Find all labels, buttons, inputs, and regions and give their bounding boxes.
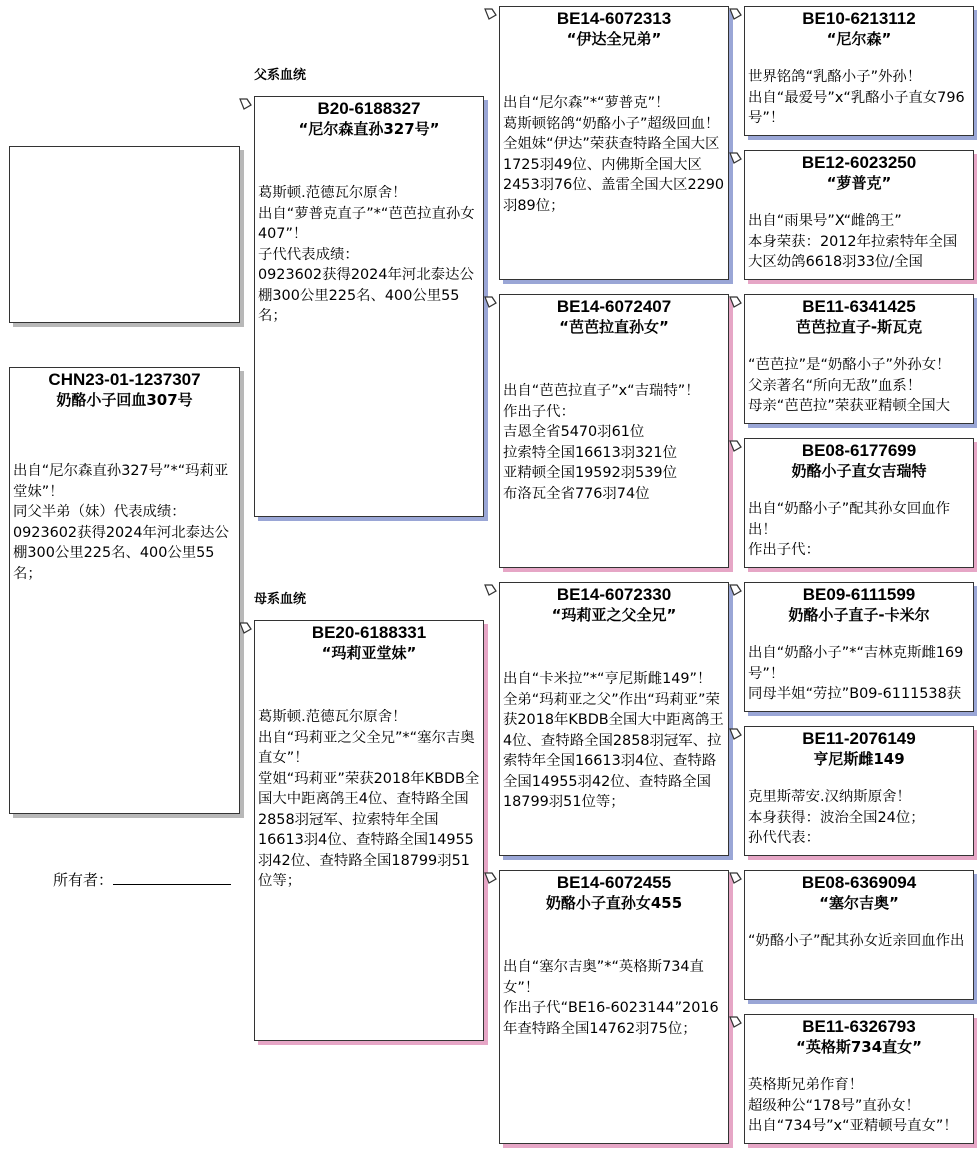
pigeon-name: 芭芭拉直子-斯瓦克 (795, 318, 923, 336)
pigeon-name: “玛莉亚堂妹” (321, 644, 417, 662)
edit-icon[interactable] (728, 870, 743, 885)
sire-sire-card (499, 6, 729, 280)
ddd-card (744, 1014, 974, 1144)
edit-icon[interactable] (483, 870, 498, 885)
edit-icon[interactable] (483, 294, 498, 309)
ring-id: BE11-2076149 (802, 729, 916, 748)
edit-icon[interactable] (728, 726, 743, 741)
pigeon-notes: 英格斯兄弟作育！ 超级种公“178号”直孙女！ 出自“734号”x“亚精顿号直女”！ (748, 1077, 958, 1134)
pigeon-notes: 出自“塞尔吉奥”*“英格斯734直女”！ 作出子代“BE16-6023144”2016年查特路全国14762羽75位； (503, 959, 719, 1037)
ring-id: CHN23-01-1237307 (48, 370, 201, 389)
pigeon-notes: 克里斯蒂安.汉纳斯原舍！ 本身获得：波治全国24位； 孙代代表： (748, 789, 925, 846)
pigeon-notes: “奶酪小子”配其孙女近亲回血作出 (748, 933, 965, 949)
sire-dam-card (499, 294, 729, 568)
pigeon-notes: 出自“奶酪小子”配其孙女回血作出！ 作出子代： (748, 501, 950, 558)
edit-icon[interactable] (238, 96, 253, 111)
pigeon-notes: 出自“奶酪小子”*“吉林克斯雌169号”！ 同母半姐“劳拉”B09-6111538获 (748, 645, 964, 702)
edit-icon[interactable] (728, 438, 743, 453)
pigeon-notes: 出自“雨果号”X“雌鸽王” 本身荣获：2012年拉索特年全国大区幼鸽6618羽33位/全国 (748, 213, 958, 270)
owner-field (53, 869, 231, 890)
pigeon-name: “伊达全兄弟” (566, 30, 662, 48)
pigeon-name: “萝普克” (826, 174, 892, 192)
ring-id: BE14-6072455 (556, 873, 672, 892)
pigeon-name: “英格斯734直女” (795, 1038, 923, 1056)
dam-sire-card (499, 582, 729, 856)
pigeon-name: 亨尼斯雌149 (813, 750, 905, 768)
ring-id: BE12-6023250 (801, 153, 917, 172)
pigeon-notes: 出自“卡米拉”*“亨尼斯雌149”！ 全弟“玛莉亚之父”作出“玛莉亚”荣获2018年KBDB全国大中距离鸽王4位、查特路全国2858羽冠军、拉索特年全国16613羽4位、查特路全国14955羽42位、查特路全国18799羽51位等； (503, 671, 724, 810)
pigeon-name: 奶酪小子回血307号 (56, 391, 193, 409)
ring-id: BE20-6188331 (311, 623, 427, 642)
sire-line-label: 父系血统 (254, 68, 307, 83)
dam-card (254, 620, 484, 1041)
pigeon-name: “芭芭拉直孙女” (559, 318, 669, 336)
subject-card (9, 367, 240, 814)
ring-id: BE14-6072313 (556, 9, 672, 28)
ring-id: BE14-6072407 (556, 297, 672, 316)
owner-label: 所有者： (53, 871, 114, 889)
edit-icon[interactable] (728, 150, 743, 165)
sss-card (744, 6, 974, 136)
sire-card (254, 96, 484, 517)
edit-icon[interactable] (728, 1014, 743, 1029)
edit-icon[interactable] (728, 294, 743, 309)
pigeon-notes: 出自“尼尔森”*“萝普克”！ 葛斯顿铭鸽“奶酪小子”超级回血！ 全姐妹“伊达”荣获查特路全国大区1725羽49位、内佛斯全国大区2453羽76位、盖雷全国大区2290羽89位； (503, 95, 725, 214)
pigeon-name: 奶酪小子直孙女455 (545, 894, 683, 912)
ring-id: BE08-6369094 (801, 873, 917, 892)
pigeon-name: 奶酪小子直女吉瑞特 (791, 462, 927, 480)
pigeon-name: “尼尔森直孙327号” (298, 120, 440, 138)
ring-id: BE10-6213112 (802, 9, 916, 28)
pigeon-notes: 出自“尼尔森直孙327号”*“玛莉亚堂妹”！ 同父半弟（妹）代表成绩： 0923602获得2024年河北泰达公棚300公里225名、400公里55名； (13, 463, 229, 582)
sds-card (744, 294, 974, 424)
owner-blank-line[interactable] (113, 870, 231, 885)
ssd-card (744, 150, 974, 280)
dam-dam-card (499, 870, 729, 1144)
pigeon-notes: 世界铭鸽“乳酪小子”外孙！ 出自“最爱号”x“乳酪小子直女796号”！ (748, 69, 965, 126)
pigeon-name: “塞尔吉奥” (819, 894, 899, 912)
ring-id: BE11-6341425 (802, 297, 916, 316)
pigeon-name: “玛莉亚之父全兄” (551, 606, 677, 624)
photo-box (9, 146, 240, 323)
ring-id: BE14-6072330 (556, 585, 672, 604)
dsd-card (744, 726, 974, 856)
ring-id: B20-6188327 (317, 99, 421, 118)
pigeon-name: “尼尔森” (826, 30, 892, 48)
dss-card (744, 582, 974, 712)
dam-line-label: 母系血统 (254, 592, 307, 607)
dds-card (744, 870, 974, 1000)
ring-id: BE09-6111599 (802, 585, 916, 604)
pigeon-notes: 葛斯顿.范德瓦尔原舍！ 出自“玛莉亚之父全兄”*“塞尔吉奥直女”！ 堂姐“玛莉亚”荣获2018年KBDB全国大中距离鸽王4位、查特路全国2858羽冠军、拉索特年全国16613羽4位、查特路全国14955羽42位、查特路全国18799羽51位等； (258, 709, 480, 889)
pigeon-name: 奶酪小子直子-卡米尔 (788, 606, 930, 624)
edit-icon[interactable] (238, 620, 253, 635)
edit-icon[interactable] (728, 6, 743, 21)
ring-id: BE11-6326793 (802, 1017, 916, 1036)
pigeon-notes: 葛斯顿.范德瓦尔原舍！ 出自“萝普克直子”*“芭芭拉直孙女407”！ 子代代表成绩： 0923602获得2024年河北泰达公棚300公里225名、400公里55名； (258, 185, 475, 324)
edit-icon[interactable] (483, 6, 498, 21)
edit-icon[interactable] (483, 582, 498, 597)
ring-id: BE08-6177699 (801, 441, 917, 460)
sdd-card (744, 438, 974, 568)
edit-icon[interactable] (728, 582, 743, 597)
pigeon-notes: 出自“芭芭拉直子”x“吉瑞特”！ 作出子代： 吉恩全省5470羽61位 拉索特全国16613羽321位 亚精顿全国19592羽539位 布洛瓦全省776羽74位 (503, 383, 700, 502)
pigeon-notes: “芭芭拉”是“奶酪小子”外孙女！ 父亲著名“所向无敌”血系！ 母亲“芭芭拉”荣获亚精顿全国大 (748, 357, 951, 414)
